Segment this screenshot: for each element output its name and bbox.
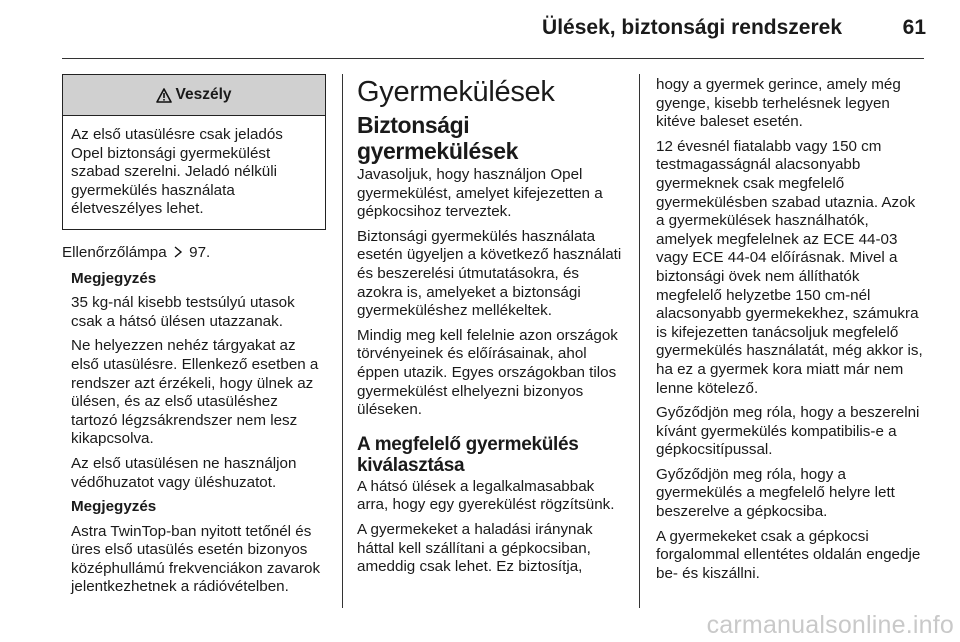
page-title: Ülések, biztonsági rendszerek — [542, 16, 842, 39]
note-paragraph: Az első utasülésen ne használjon védőhuzatot vagy üléshuzatot. — [71, 454, 297, 491]
warning-body — [63, 116, 325, 229]
body-paragraph: Mindig meg kell felelnie azon országok törvényeinek és előírásainak, ahol éppen utazik. Egyes országokban tilos gyermekülést elhelyezni bizonyos üléseken. — [357, 326, 618, 419]
note-heading: Megjegyzés — [71, 498, 157, 516]
watermark: carmanualsonline.info — [706, 611, 954, 639]
note-paragraph: 35 kg-nál kisebb testsúlyú utasok csak a hátsó ülésen utazzanak. — [71, 294, 295, 330]
column-1 — [62, 74, 326, 603]
page-header — [0, 0, 960, 54]
xref-page-link[interactable]: 97. — [189, 243, 211, 261]
column-divider-2 — [639, 74, 640, 608]
body-paragraph: Győződjön meg róla, hogy a beszerelni kívánt gyermekülés kompatibilis-e a gépkocsitípussal. — [656, 404, 920, 459]
column-3 — [656, 76, 924, 589]
body-paragraph: A gyermekeket a haladási iránynak háttal kell szállítani a gépkocsiban, ameddig csak lehet. Ez biztosítja, — [357, 520, 593, 576]
topic-heading: A megfelelő gyermekülés kiválasztása — [357, 433, 579, 476]
body-paragraph: A hátsó ülések a legalkalmasabbak arra, hogy egy gyerekülést rögzítsünk. — [357, 477, 615, 514]
body-paragraph: A gyermekeket csak a gépkocsi forgalommal ellentétes oldalán engedje be- és kiszállni. — [656, 527, 921, 582]
column-2 — [357, 76, 625, 583]
section-heading: Gyermekülések — [357, 76, 555, 108]
note-paragraph: Ne helyezzen nehéz tárgyakat az első utasülésre. Ellenkező esetben a rendszer azt érzékeli, hogy ülnek az ülésen, és az első utasüléshez tartozó légzsákrendszer nem lesz kikapcsolva. — [71, 337, 319, 448]
xref-line — [62, 244, 326, 264]
subsection-heading: Biztonsági gyermekülések — [357, 112, 519, 164]
note-block-1 — [62, 270, 326, 493]
header-divider — [62, 58, 924, 59]
warning-title: Veszély — [175, 85, 232, 103]
warning-box — [62, 74, 326, 230]
body-paragraph: Győződjön meg róla, hogy a gyermekülés a megfelelő helyre lett beszerelve a gépkocsiba. — [656, 465, 895, 521]
note-paragraph: Astra TwinTop-ban nyitott tetőnél és üres első utasülés esetén bizonyos középhullámú frekvenciákon zavarok jelentkezhetnek a rádióvételben. — [71, 522, 321, 596]
body-paragraph: hogy a gyermek gerince, amely még gyenge, kisebb terhelésnek legyen kitéve baleset esetén. — [656, 76, 901, 131]
note-block-2 — [62, 498, 326, 597]
column-divider-1 — [342, 74, 343, 608]
page-number: 61 — [902, 16, 926, 39]
warning-header — [63, 75, 325, 116]
note-heading: Megjegyzés — [71, 269, 157, 287]
xref-label: Ellenőrzőlámpa — [62, 243, 167, 261]
arrow-right-icon[interactable] — [173, 245, 183, 264]
warning-text: Az első utasülésre csak jeladós Opel biztonsági gyermekülést szabad szerelni. Jeladó nélküli gyermekülés használata életveszélyes lehet. — [71, 126, 283, 218]
body-paragraph: Biztonsági gyermekülés használata esetén ügyeljen a következő használati és beszerelési útmutatásokra, és azokra is, amelyeket a biztonsági gyermeküléshez mellékeltek. — [357, 227, 622, 320]
warning-triangle-icon — [156, 88, 172, 103]
body-paragraph: 12 évesnél fiatalabb vagy 150 cm testmagasságnál alacsonyabb gyermeknek csak megfelelő gyermekülésben szabad utaznia. Azok a gyermekülések használhatók, amelyek megfelelnek az ECE 44-03 vagy ECE 44-04 előírásnak. Mivel a biztonsági övek nem állíthatók megfelelő helyzetbe 150 cm-nél alacsonyabb gyermekekhez, számukra is kifejezetten tanácsoljuk megfelelő gyermekülés használatát, még akkor is, ha ez a gyermek kora miatt már nem lenne kötelező. — [656, 137, 923, 397]
body-paragraph: Javasoljuk, hogy használjon Opel gyermekülést, amelyet kifejezetten a gépkocsihoz terveztek. — [357, 166, 603, 221]
